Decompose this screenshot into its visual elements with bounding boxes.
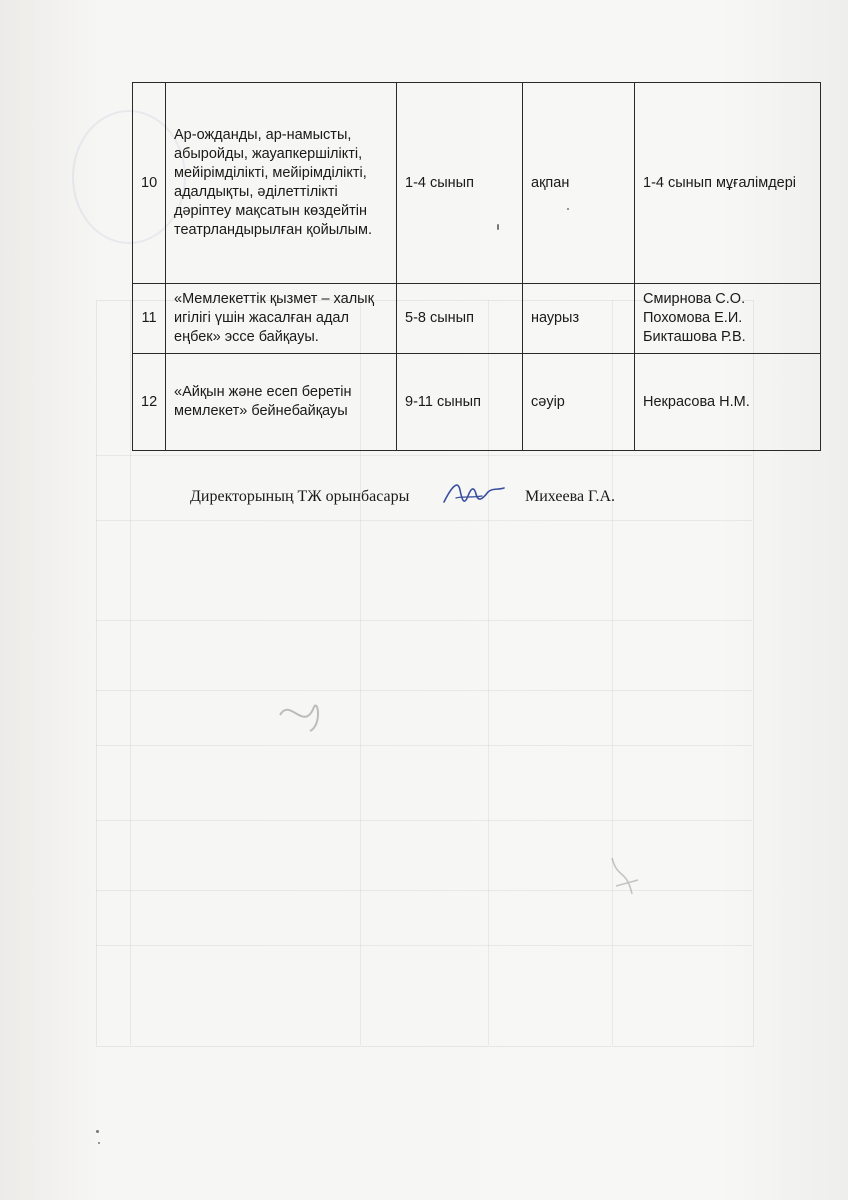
events-table [132, 82, 821, 451]
signatory-name: Михеева Г.А. [525, 488, 616, 505]
row-number: 12 [133, 354, 166, 451]
responsible-name: Бикташова Р.В. [643, 329, 746, 345]
event-month: наурыз [523, 284, 635, 354]
speck [567, 208, 569, 210]
table-row [133, 83, 821, 284]
row-number: 10 [133, 83, 166, 284]
speck [98, 1142, 100, 1144]
event-title: «Мемлекеттік қызмет – халық игілігі үшін жасалған адал еңбек» эссе байқауы. [166, 284, 397, 354]
event-responsible [635, 284, 821, 354]
event-class: 9-11 сынып [397, 354, 523, 451]
event-title: «Айқын және есеп беретін мемлекет» бейнебайқауы [166, 354, 397, 451]
event-class: 5-8 сынып [397, 284, 523, 354]
responsible-name: 1-4 сынып мұғалімдері [643, 174, 797, 191]
event-title: Ар-ожданды, ар-намысты, абыройды, жауапкершілікті, мейірімділікті, мейірімділікті, адалдықты, әділеттілікті дәріптеу мақсатын көздейтін театрландырылған қойылым. [166, 83, 397, 284]
event-month: ақпан [523, 83, 635, 284]
speck [497, 224, 499, 230]
event-responsible [635, 83, 821, 284]
responsible-name: Некрасова Н.М. [643, 393, 750, 410]
ink-smudge [270, 685, 330, 745]
row-number: 11 [133, 284, 166, 354]
signature-block [190, 488, 650, 528]
handwritten-signature [438, 476, 510, 512]
event-responsible [635, 354, 821, 451]
event-class: 1-4 сынып [397, 83, 523, 284]
table-row [133, 284, 821, 354]
ink-smudge [598, 850, 648, 910]
speck [96, 1130, 99, 1133]
signatory-role: Директорының ТЖ орынбасары [190, 488, 410, 505]
responsible-name: Похомова Е.И. [643, 310, 743, 326]
table-row [133, 354, 821, 451]
responsible-name: Смирнова С.О. [643, 291, 746, 307]
event-month: сәуір [523, 354, 635, 451]
